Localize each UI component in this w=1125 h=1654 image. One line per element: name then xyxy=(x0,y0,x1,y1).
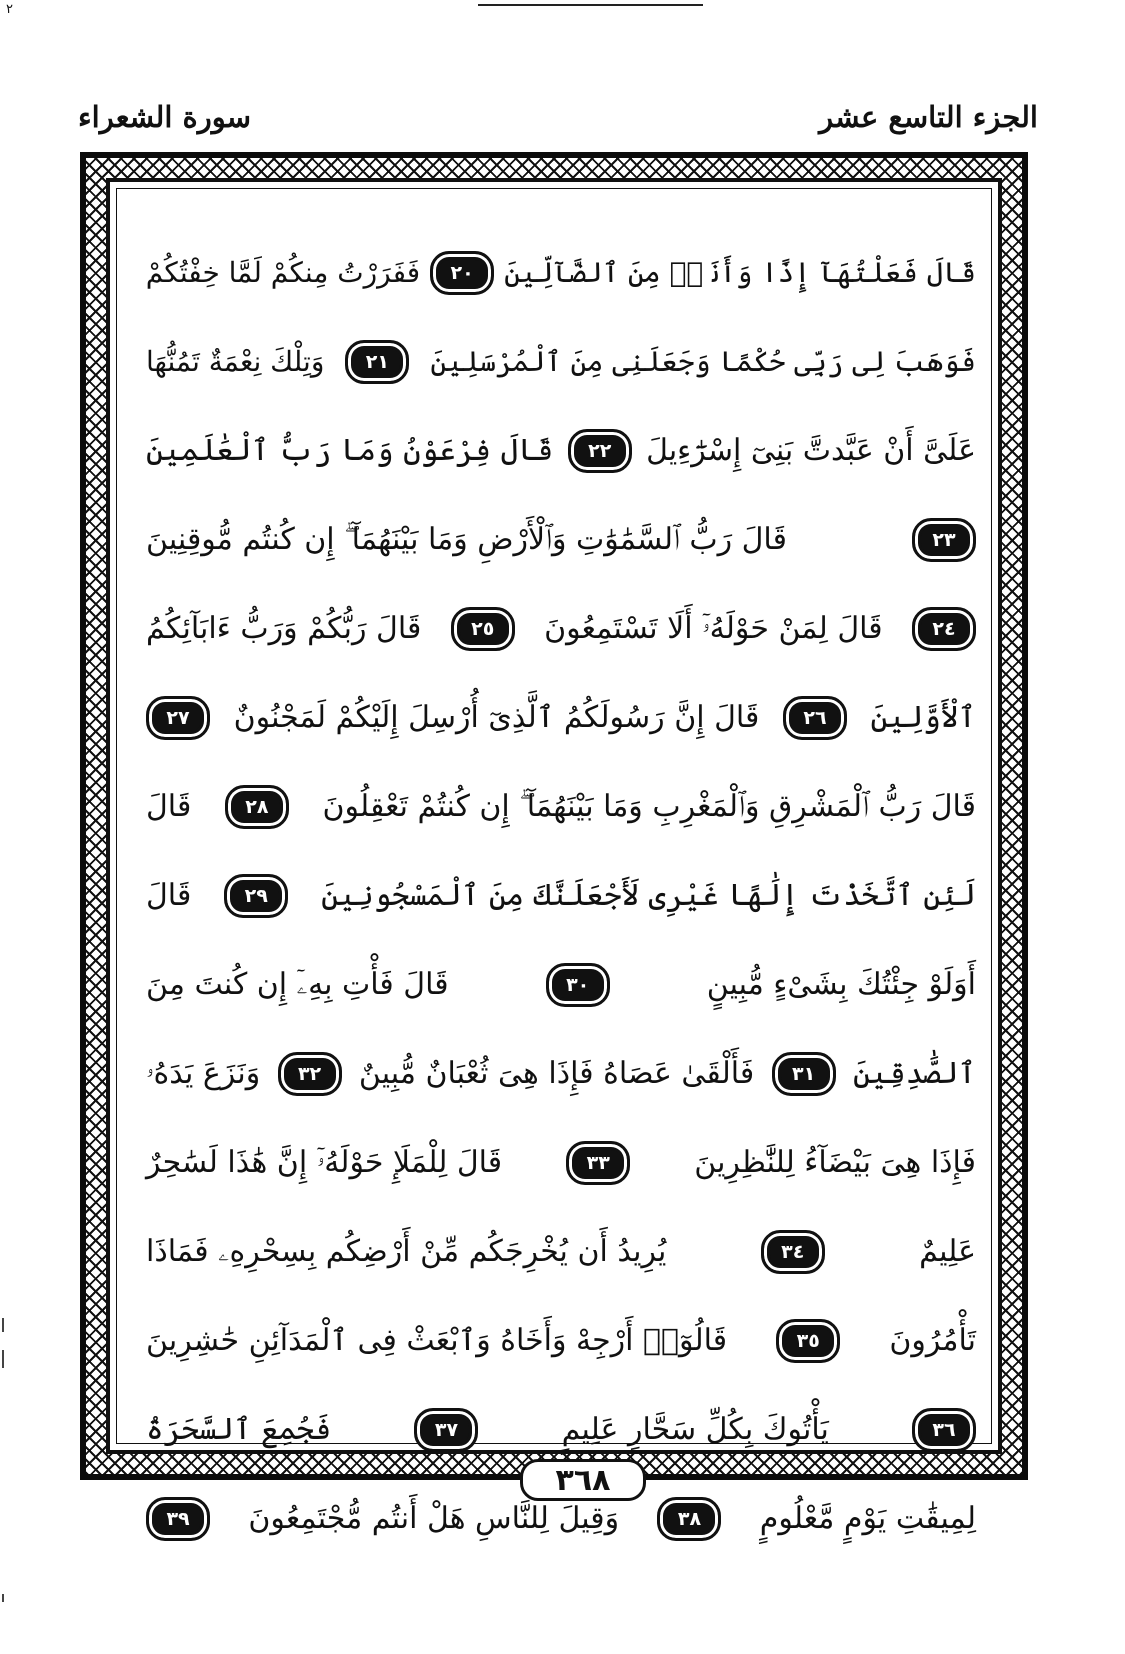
verse-text: ٱلْأَوَّلِينَ xyxy=(870,700,976,735)
text-line xyxy=(146,1207,976,1296)
verse-text: قَالَ إِنَّ رَسُولَكُمُ ٱلَّذِىٓ أُرْسِلَ إِلَيْكُمْ لَمَجْنُونٌ xyxy=(233,700,760,735)
ayah-number-marker: ٣٩ xyxy=(146,1497,210,1541)
verse-text: قَالَ xyxy=(146,878,192,913)
ayah-number-marker: ٣٦ xyxy=(912,1408,976,1452)
verse-text: وَنَزَعَ يَدَهُۥ xyxy=(146,1056,261,1091)
verse-text: قَالَ xyxy=(146,789,192,824)
ayah-number-marker: ٣٠ xyxy=(546,963,610,1007)
ayah-number-marker: ٣٤ xyxy=(761,1230,825,1274)
verse-text: يَأْتُوكَ بِكُلِّ سَحَّارٍ عَلِيمٍ xyxy=(561,1412,829,1447)
verse-text: قَالُوٓا۟ أَرْجِهْ وَأَخَاهُ وَٱبْعَثْ فِى ٱلْمَدَآئِنِ حَٰشِرِينَ xyxy=(146,1323,728,1358)
text-line xyxy=(146,1296,976,1385)
ayah-number-marker: ٢٣ xyxy=(912,518,976,562)
verse-text: قَالَ فَعَلْتُهَآ إِذًا وَأَنَا۠ مِنَ ٱلضَّآلِّينَ xyxy=(504,256,976,289)
corner-mark: ٢ xyxy=(6,2,13,17)
verse-text: قَالَ لِلْمَلَإِ حَوْلَهُۥٓ إِنَّ هَٰذَا لَسَٰحِرٌ xyxy=(146,1145,503,1180)
ayah-number-marker: ٢٤ xyxy=(912,607,976,651)
ayah-number-marker: ٢٠ xyxy=(430,251,494,295)
text-line xyxy=(146,1029,976,1118)
verse-text: قَالَ رَبُّ ٱلْمَشْرِقِ وَٱلْمَغْرِبِ وَمَا بَيْنَهُمَآ ۖ إِن كُنتُمْ تَعْقِلُونَ xyxy=(322,789,976,824)
verse-text: فَأَلْقَىٰ عَصَاهُ فَإِذَا هِىَ ثُعْبَانٌ مُّبِينٌ xyxy=(358,1056,755,1091)
verse-text: فَجُمِعَ ٱلسَّحَرَةُ xyxy=(146,1412,332,1447)
page-number: ٣٦٨ xyxy=(520,1459,646,1501)
text-line xyxy=(146,406,976,495)
ornamental-frame xyxy=(80,152,1028,1536)
verse-text: وَقِيلَ لِلنَّاسِ هَلْ أَنتُم مُّجْتَمِعُونَ xyxy=(248,1501,620,1536)
text-line xyxy=(146,940,976,1029)
text-line xyxy=(146,762,976,851)
margin-tick xyxy=(2,1594,4,1602)
text-line xyxy=(146,495,976,584)
verse-text: تَأْمُرُونَ xyxy=(889,1323,976,1358)
ayah-number-marker: ٣٢ xyxy=(278,1052,342,1096)
verse-text: يُرِيدُ أَن يُخْرِجَكُم مِّنْ أَرْضِكُم بِسِحْرِهِۦ فَمَاذَا xyxy=(146,1234,667,1269)
page-header xyxy=(78,100,1038,150)
verse-text: قَالَ فَأْتِ بِهِۦٓ إِن كُنتَ مِنَ xyxy=(146,967,449,1002)
ayah-number-marker: ٢٧ xyxy=(146,696,210,740)
ayah-number-marker: ٣٣ xyxy=(566,1141,630,1185)
ayah-number-marker: ٢١ xyxy=(345,340,409,384)
ayah-number-marker: ٢٥ xyxy=(451,607,515,651)
verse-text: قَالَ لِمَنْ حَوْلَهُۥٓ أَلَا تَسْتَمِعُونَ xyxy=(544,611,883,646)
ayah-number-marker: ٢٦ xyxy=(783,696,847,740)
text-line xyxy=(146,584,976,673)
verse-text: لَئِنِ ٱتَّخَذْتَ إِلَٰهًا غَيْرِى لَأَجْعَلَنَّكَ مِنَ ٱلْمَسْجُونِينَ xyxy=(321,878,976,913)
text-line xyxy=(146,673,976,762)
verse-text: أَوَلَوْ جِئْتُكَ بِشَىْءٍ مُّبِينٍ xyxy=(706,967,976,1002)
surah-title: سورة الشعراء xyxy=(78,100,252,134)
margin-tick xyxy=(2,1350,4,1368)
juz-title: الجزء التاسع عشر xyxy=(819,100,1038,134)
verse-text: لِمِيقَٰتِ يَوْمٍ مَّعْلُومٍ xyxy=(759,1501,976,1536)
ayah-number-marker: ٢٨ xyxy=(225,785,289,829)
margin-tick xyxy=(2,1318,4,1332)
verse-text: فَإِذَا هِىَ بَيْضَآءُ لِلنَّٰظِرِينَ xyxy=(694,1145,976,1180)
verse-text: عَلِيمٌ xyxy=(919,1234,976,1269)
verse-text: فَفَرَرْتُ مِنكُمْ لَمَّا خِفْتُكُمْ xyxy=(145,256,421,289)
text-line xyxy=(146,228,976,317)
ayah-number-marker: ٣١ xyxy=(772,1052,836,1096)
ayah-number-marker: ٣٨ xyxy=(657,1497,721,1541)
ayah-number-marker: ٢٢ xyxy=(568,429,632,473)
ayah-number-marker: ٣٥ xyxy=(776,1319,840,1363)
verse-text: فَوَهَبَ لِى رَبِّى حُكْمًا وَجَعَلَنِى مِنَ ٱلْمُرْسَلِينَ xyxy=(430,345,976,378)
verse-text: عَلَىَّ أَنْ عَبَّدتَّ بَنِىٓ إِسْرَٰٓءِيلَ xyxy=(646,433,976,468)
text-line xyxy=(146,851,976,940)
verse-text: قَالَ رَبُّكُمْ وَرَبُّ ءَابَآئِكُمُ xyxy=(146,611,422,646)
verse-text: قَالَ رَبُّ ٱلسَّمَٰوَٰتِ وَٱلْأَرْضِ وَمَا بَيْنَهُمَآ ۖ إِن كُنتُم مُّوقِنِينَ xyxy=(146,522,787,557)
verse-text: ٱلصَّٰدِقِينَ xyxy=(852,1056,976,1091)
verse-text: قَالَ فِرْعَوْنُ وَمَا رَبُّ ٱلْعَٰلَمِينَ xyxy=(146,433,554,468)
ayah-number-marker: ٢٩ xyxy=(224,874,288,918)
text-line xyxy=(146,1118,976,1207)
top-rule xyxy=(478,4,703,6)
verse-text: وَتِلْكَ نِعْمَةٌ تَمُنُّهَا xyxy=(146,345,325,378)
quran-text xyxy=(146,228,976,1563)
ayah-number-marker: ٣٧ xyxy=(414,1408,478,1452)
text-line xyxy=(146,317,976,406)
